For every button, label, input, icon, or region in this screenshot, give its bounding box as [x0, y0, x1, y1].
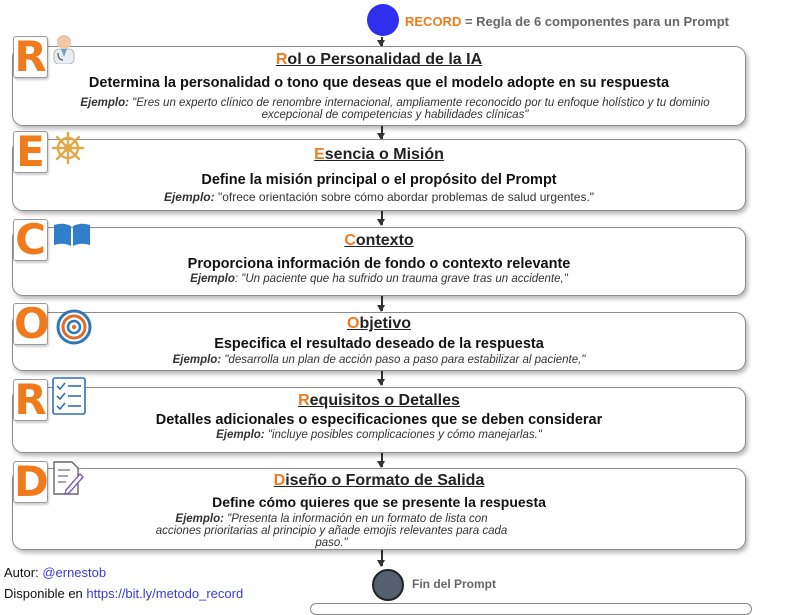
letter-r: R — [14, 32, 47, 81]
card-example: Ejemplo: "desarrolla un plan de acción paso a paso para estabilizar al paciente," — [172, 354, 586, 366]
card-description: Proporciona información de fondo o contexto relevante — [187, 256, 571, 272]
connector-arrow — [381, 452, 383, 467]
card-example: Ejemplo: "Presenta la información en un formato de lista con acciones prioritarias al principio y añade emojis relevantes para cada paso." — [155, 513, 508, 550]
component-card-esencia — [12, 139, 746, 211]
card-title: Contexto — [344, 232, 414, 249]
letter-r: R — [14, 375, 47, 424]
letter-e: E — [13, 131, 48, 173]
target-icon — [56, 309, 92, 345]
connector-arrow — [381, 124, 383, 139]
card-title: Diseño o Formato de Salida — [273, 472, 485, 489]
card-description: Define la misión principal o el propósito del Prompt — [201, 172, 557, 188]
ship-wheel-icon — [51, 131, 85, 165]
component-card-diseno — [12, 468, 746, 550]
card-description: Detalles adicionales o especificaciones que se deben considerar — [155, 412, 603, 428]
doctor-icon — [49, 32, 79, 64]
card-title: Objetivo — [346, 315, 411, 332]
author-handle-link[interactable]: @ernestob — [42, 565, 107, 580]
card-example: Ejemplo: "Un paciente que ha sufrido un trauma grave tras un accidente," — [190, 273, 568, 285]
availability-line — [4, 586, 243, 601]
card-example: Ejemplo: "Eres un experto clínico de renombre internacional, ampliamente reconocido por tu enfoque holístico y tu dominio excepcional de competencias y habilidades clínicas" — [80, 97, 710, 122]
available-label: Disponible en — [4, 586, 83, 601]
card-description: Especifica el resultado deseado de la respuesta — [214, 336, 544, 352]
connector-arrow — [381, 296, 383, 311]
start-node — [367, 4, 399, 36]
author-label: Autor: — [4, 565, 39, 580]
card-title: Rol o Personalidad de la IA — [275, 51, 483, 68]
document-edit-icon — [52, 460, 84, 496]
author-line — [4, 565, 106, 580]
card-description: Determina la personalidad o tono que deseas que el modelo adopte en su respuesta — [88, 75, 670, 91]
card-description: Define cómo quieres que se presente la respuesta — [212, 494, 546, 510]
card-title: Requisitos o Detalles — [298, 392, 460, 409]
connector-arrow — [381, 37, 383, 46]
open-book-icon — [52, 222, 92, 248]
acronym: RECORD — [405, 14, 462, 29]
end-node — [372, 569, 404, 601]
checklist-icon — [52, 377, 86, 415]
component-card-objetivo — [12, 312, 746, 371]
next-panel-edge — [310, 603, 752, 615]
connector-arrow — [381, 550, 383, 566]
card-title: Esencia o Misión — [314, 146, 444, 163]
end-label: Fin del Prompt — [412, 577, 496, 591]
component-card-contexto — [12, 227, 746, 296]
connector-arrow — [381, 210, 383, 225]
component-card-requisitos — [12, 387, 746, 453]
record-method-link[interactable]: https://bit.ly/metodo_record — [86, 586, 244, 601]
letter-o: O — [14, 299, 50, 348]
diagram-title — [405, 14, 729, 29]
card-example: Ejemplo: "ofrece orientación sobre cómo abordar problemas de salud urgentes." — [163, 190, 595, 204]
card-example: Ejemplo: "incluye posibles complicaciones y cómo manejarlas." — [216, 429, 542, 441]
letter-c: C — [13, 219, 48, 261]
title-rest: = Regla de 6 componentes para un Prompt — [464, 14, 729, 29]
component-card-rol — [12, 46, 746, 126]
letter-d: D — [14, 457, 49, 506]
connector-arrow — [381, 370, 383, 385]
